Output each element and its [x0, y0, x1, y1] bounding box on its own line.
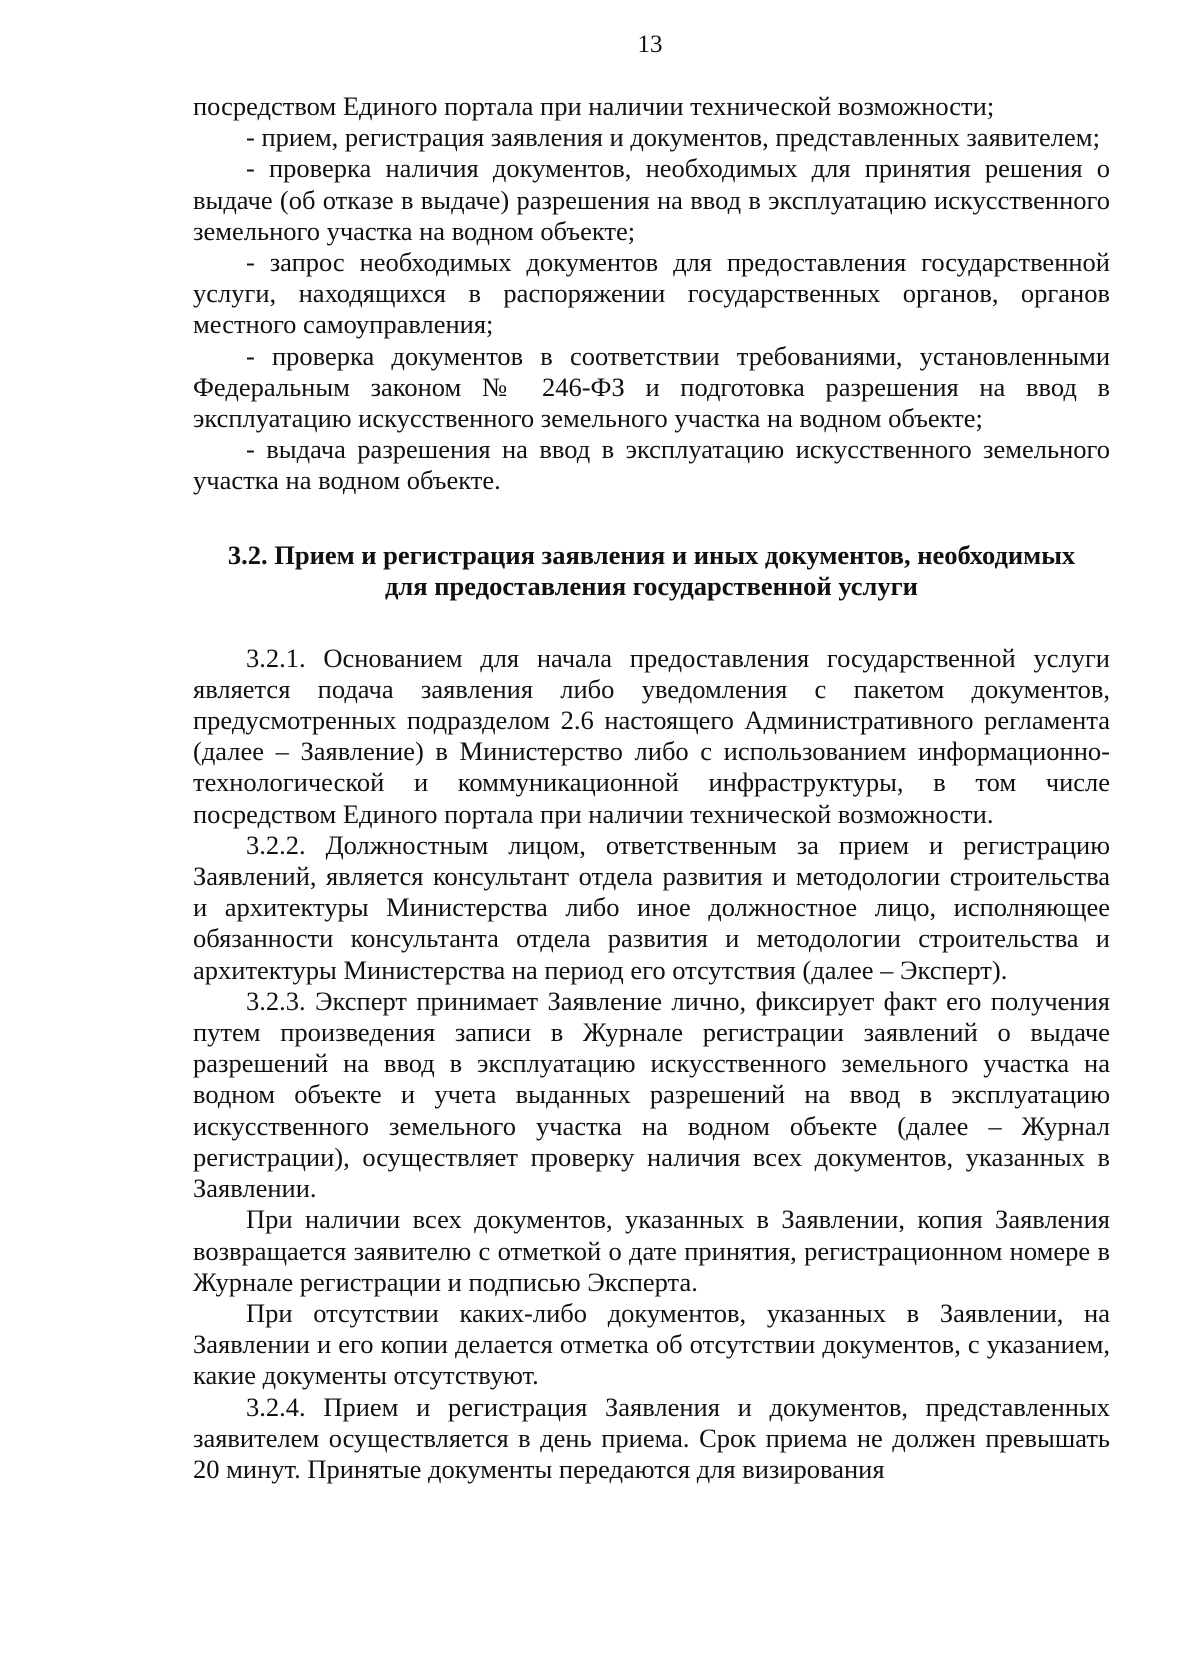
section-heading-line: для предоставления государственной услуги [385, 571, 918, 602]
page-number: 13 [637, 31, 663, 58]
spacer [193, 603, 1110, 643]
list-continuation: посредством Единого портала при наличии технической возможности; [193, 91, 995, 121]
section-heading-line: 3.2. Прием и регистрация заявления и иных документов, необходимых [227, 539, 1076, 570]
list-item: - выдача разрешения на ввод в эксплуатацию искусственного земельного участка на водном объекте. [193, 434, 1110, 496]
paragraph-3-2-1: 3.2.1. Основанием для начала предоставления государственной услуги является подача заявления либо уведомления с пакетом документов, предусмотренных подразделом 2.6 настоящего Административного регламента (далее – Заявление) в Министерство либо с использованием информационно-технологической и коммуникационной инфраструктуры, в том числе посредством Единого портала при наличии технической возможности. [193, 642, 1110, 829]
paragraph-documents-present: При наличии всех документов, указанных в Заявлении, копия Заявления возвращается заявителю с отметкой о дате принятия, регистрационном номере в Журнале регистрации и подписью Эксперта. [193, 1204, 1110, 1297]
section-heading [193, 540, 1110, 603]
paragraph-3-2-2: 3.2.2. Должностным лицом, ответственным за прием и регистрацию Заявлений, является консультант отдела развития и методологии строительства и архитектуры Министерства либо иное должностное лицо, исполняющее обязанности консультанта отдела развития и методологии строительства и архитектуры Министерства на период его отсутствия (далее – Эксперт). [193, 829, 1110, 985]
list-item: - проверка наличия документов, необходимых для принятия решения о выдаче (об отказе в выдаче) разрешения на ввод в эксплуатацию искусственного земельного участка на водном объекте; [193, 153, 1110, 246]
paragraph-documents-missing: При отсутствии каких-либо документов, указанных в Заявлении, на Заявлении и его копии делается отметка об отсутствии документов, с указанием, какие документы отсутствуют. [193, 1297, 1110, 1391]
paragraph-3-2-3: 3.2.3. Эксперт принимает Заявление лично, фиксирует факт его получения путем произведения записи в Журнале регистрации заявлений о выдаче разрешений на ввод в эксплуатацию искусственного земельного участка на водном объекте и учета выданных разрешений на ввод в эксплуатацию искусственного земельного участка на водном объекте (далее – Журнал регистрации), осуществляет проверку наличия всех документов, указанных в Заявлении. [193, 985, 1110, 1204]
list-item: - прием, регистрация заявления и документов, представленных заявителем; [246, 122, 1100, 153]
page-body [193, 91, 1110, 1485]
paragraph-3-2-4: 3.2.4. Прием и регистрация Заявления и документов, представленных заявителем осуществляется в день приема. Срок приема не должен превышать 20 минут. Принятые документы передаются для визирования [193, 1391, 1110, 1484]
list-item: - запрос необходимых документов для предоставления государственной услуги, находящихся в распоряжении государственных органов, органов местного самоуправления; [193, 247, 1110, 340]
list-item: - проверка документов в соответствии требованиями, установленными Федеральным законом № 246-ФЗ и подготовка разрешения на ввод в эксплуатацию искусственного земельного участка на водном объекте; [193, 340, 1110, 434]
